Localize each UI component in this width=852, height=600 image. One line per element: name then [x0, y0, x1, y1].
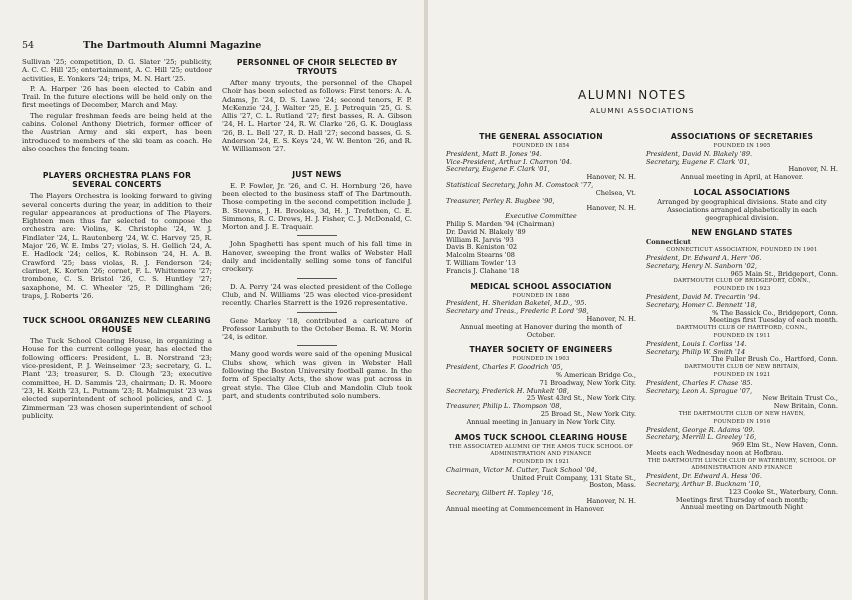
- page-number: 54: [22, 40, 35, 51]
- address-line: Boston, Mass.: [589, 481, 636, 490]
- meeting-note: Annual meeting in April, at Hanover.: [680, 173, 804, 182]
- founded-label: FOUNDED IN 1854: [512, 143, 570, 149]
- section-heading: MEDICAL SCHOOL ASSOCIATION: [470, 281, 612, 291]
- news-item: Gene Markey '18, contributed a caricature of Professor Lambuth to the October Bema. R. W. Morin '24, is editor.: [222, 316, 412, 342]
- section-heading: LOCAL ASSOCIATIONS: [693, 187, 791, 197]
- state-heading: Connecticut: [646, 238, 691, 247]
- officer-line: Secretary, Eugene F. Clark '01,: [646, 157, 750, 166]
- address-line: 123 Cooke St., Waterbury, Conn.: [728, 487, 838, 496]
- paragraph: The regular freshman feeds are being held at the cabins. Colonel Anthony Dietrich, former officer of the Austrian Army and ski expert, has been introduced to members of the ski team as coach. He also coaches the fencing team.: [22, 111, 212, 153]
- section-heading: THE GENERAL ASSOCIATION: [479, 132, 603, 141]
- officer-line: Secretary, Homer C. Bennett '18,: [646, 300, 757, 309]
- officer-line: Secretary, Eugene F. Clark '01,: [446, 165, 550, 174]
- founded-label: FOUNDED IN 1916: [713, 418, 771, 425]
- officer-line: Treasurer, Perley R. Bugbee '90,: [446, 196, 555, 205]
- officer-line: Secretary, Leon A. Sprague '07,: [646, 386, 753, 395]
- officer-line: President, H. Sheridan Baketel, M.D., '95.: [446, 299, 587, 308]
- magazine-title: The Dartmouth Alumni Magazine: [83, 40, 262, 51]
- address-line: Chelsea, Vt.: [595, 188, 636, 197]
- founded-label: FOUNDED IN 1903: [512, 356, 570, 363]
- officer-line: Vice-President, Arthur I. Charron '04.: [446, 157, 573, 166]
- committee-member: T. William Towler '13: [446, 258, 516, 267]
- section-heading: NEW ENGLAND STATES: [691, 228, 793, 238]
- associations-left-column: [446, 132, 636, 514]
- committee-member: Davis B. Keniston '02: [446, 243, 518, 252]
- founded-label: FOUNDED IN 1886: [512, 292, 570, 299]
- officer-line: Statistical Secretary, John M. Comstock '77,: [446, 180, 594, 189]
- committee-label: Executive Committee: [505, 212, 577, 221]
- club-name: DARTMOUTH CLUB OF HARTFORD, CONN.,: [676, 325, 808, 332]
- left-column: [22, 58, 212, 422]
- committee-member: Malcolm Stearns '08: [446, 251, 515, 260]
- local-note: Arranged by geographical divisions. State and city Associations arranged alphabetically in each geographical division.: [657, 197, 827, 222]
- news-item: D. A. Perry '24 was elected president of the College Club, and N. Williams '25 was elected vice-president recently. Charles Starrett is the 1926 representative.: [222, 282, 412, 308]
- club-name: DARTMOUTH CLUB OF BRIDGEPORT, CONN.,: [673, 278, 811, 285]
- address-line: New Britain Trust Co.,: [762, 394, 838, 403]
- section-heading: ASSOCIATIONS OF SECRETARIES: [670, 132, 814, 141]
- page-subtitle: ALUMNI ASSOCIATIONS: [590, 106, 695, 115]
- founded-label: FOUNDED IN 1911: [713, 332, 771, 339]
- committee-member: Dr. David N. Blakely '89: [446, 227, 526, 236]
- left-page: [0, 0, 424, 600]
- section-heading: AMOS TUCK SCHOOL CLEARING HOUSE: [454, 432, 628, 442]
- officer-line: Secretary, Henry N. Sanborn '02,: [646, 261, 758, 270]
- officer-line: President, Dr. Edward A. Hess '06.: [646, 472, 762, 481]
- meeting-note: Meets each Wednesday noon at Hofbrau.: [646, 448, 784, 457]
- officer-line: Secretary, Gilbert H. Tapley '16,: [446, 489, 554, 498]
- divider: [297, 235, 337, 236]
- address-line: 965 Main St., Bridgeport, Conn.: [730, 269, 838, 278]
- section-heading: PLAYERS ORCHESTRA PLANS FOR SEVERAL CONCERTS: [42, 171, 192, 190]
- meeting-note: Meetings first Thursday of each month;: [675, 495, 809, 504]
- founded-label: FOUNDED IN 1921: [512, 459, 570, 466]
- section-heading: THAYER SOCIETY OF ENGINEERS: [469, 345, 613, 355]
- officer-line: Treasurer, Philip L. Thompson '08,: [446, 402, 562, 411]
- committee-member: Francis J. Clahane '18: [446, 266, 520, 275]
- club-name: DARTMOUTH CLUB OF NEW BRITAIN,: [684, 364, 800, 371]
- address-line: 71 Broadway, New York City.: [539, 378, 636, 387]
- address-line: The Fuller Brush Co., Hartford, Conn.: [710, 355, 838, 364]
- associations-right-column: [646, 132, 838, 512]
- meeting-note: Annual meeting at Hanover during the month of October.: [460, 322, 622, 339]
- news-item: Many good words were said of the opening Musical Clubs show, which was given in Webster Hall following the Boston University football game. In the form of Specialty Acts, the show was put across in great style. The Glee Club and Mandolin Club took part, and students contributed solo numbers.: [222, 350, 412, 400]
- officer-line: Secretary, Philip W. Smith '14: [646, 347, 746, 356]
- club-name: THE DARTMOUTH CLUB OF NEW HAVEN,: [678, 410, 806, 417]
- meeting-note: Meetings first Tuesday of each month.: [709, 316, 838, 325]
- address-line: Hanover, N. H.: [586, 314, 636, 323]
- paragraph: The Players Orchestra is looking forward to giving several concerts during the year, in addition to their regular appearances at productions of The Players. Eighteen men thus far selected to compose the orchestra are: Violins, K. Christophe '24, W. J. Findlater '24, L. Rautenberg '24, W. C. Harvey '25, R. Major '26, W. E. Imbs '27; violas, S. H. Gellich '24, A. E. Hadlock '24; cellos, K. Robinson '24, H. A. B. Crawford '25; bass violas, R. J. Fenderson '24; clarinet, K. Korten '26; cornet, F. L. Whittemore '27; trombone, C. S. Bristol '26, C. S. Huntley '27; saxaphone, M. C. Wheeler '25, P. Dillingham '26; traps, J. Roberts '26.: [22, 192, 212, 300]
- page-title: ALUMNI NOTES: [578, 88, 687, 102]
- officer-line: Secretary and Treas., Frederic P. Lord '98,: [446, 307, 589, 316]
- divider: [297, 278, 337, 279]
- address-line: Hanover, N. H.: [788, 165, 838, 174]
- paragraph: Sullivan '25; competition, D. G. Slater '25; publicity, A. C. C. Hill '25; entertainment, A. C. Hill '25; outdoor activities, E. Yonkers '24; trips, M. N. Hart '25.: [22, 58, 212, 83]
- news-item: John Spaghetti has spent much of his fall time in Hanover, sweeping the front walks of Webster Hall daily and incidentally selling some tons of fanciful crockery.: [222, 240, 412, 274]
- address-line: % The Bassick Co., Bridgeport, Conn.: [712, 308, 838, 317]
- club-name: CONNECTICUT ASSOCIATION, FOUNDED IN 1901: [666, 247, 818, 254]
- section-heading: TUCK SCHOOL ORGANIZES NEW CLEARING HOUSE: [23, 316, 211, 335]
- divider: [297, 312, 337, 313]
- address-line: 25 Broad St., New York City.: [540, 409, 636, 418]
- committee-member: Philip S. Marden '94 (Chairman): [446, 219, 555, 228]
- officer-line: Secretary, Arthur B. Bucknam '10,: [646, 480, 761, 489]
- officer-line: President, Charles F. Goodrich '05,: [446, 363, 563, 372]
- officer-line: President, Matt B. Jones '94.: [446, 149, 542, 158]
- officer-line: President, Dr. Edward A. Herr '06.: [646, 253, 762, 262]
- address-line: 25 West 43rd St., New York City.: [526, 394, 636, 403]
- meeting-note: Annual meeting on Dartmouth Night: [680, 503, 804, 512]
- address-line: 969 Elm St., New Haven, Conn.: [731, 441, 838, 450]
- meeting-note: Annual meeting at Commencement in Hanover.: [446, 504, 605, 513]
- officer-line: President, Charles F. Chase '85.: [646, 378, 753, 387]
- paragraph: After many tryouts, the personnel of the Chapel Choir has been selected as follows: First tenors: A. A. Adams, Jr. '24, D. S. Lawe '24; second tenors, F. P. McKenzie '24, J. Walter '25, E. J. Petrequin '25, G. S. Allis '27, C. L. Rutland '27; first basses, R. A. Gibson '24, H. L. Harter '24, R. W. Clarke '26, G. K. Douglass '26, B. L. Bell '27, R. D. Hall '27; second basses, G. S. Anderson '24, E. S. Keys '24, W. W. Benton '26, and R. W. Williamson '27.: [222, 79, 412, 154]
- address-line: Hanover, N. H.: [586, 497, 636, 506]
- divider: [297, 345, 337, 346]
- officer-line: President, David N. Blakely '89.: [646, 149, 753, 158]
- club-name: THE DARTMOUTH LUNCH CLUB OF WATERBURY, SCHOOL OF ADMINISTRATION AND FINANCE: [647, 457, 837, 472]
- officer-line: President, George R. Adams '09.: [646, 425, 755, 434]
- committee-member: William R. Jarvis '93: [446, 235, 514, 244]
- news-item: E. P. Fowler, Jr. '26, and C. H. Hornburg '26, have been elected to the business staff of The Dartmouth. Those competing in the second competition include J. B. Stevens, J. H. Brookes, 3d, H. J. Trefethen, C. E. Simmons, R. C. Drews, H. J. Fisher, C. J. McDonald, C. Morton and J. E. Traquair.: [222, 181, 412, 232]
- paragraph: P. A. Harper '26 has been elected to Cabin and Trail. In the future elections will be held only on the first meetings of December, March and May.: [22, 84, 212, 110]
- officer-line: Chairman, Victor M. Cutter, Tuck School '04,: [446, 465, 597, 474]
- officer-line: Secretary, Merrill L. Greeley '16,: [646, 433, 757, 442]
- officer-line: President, David M. Trecartin '94.: [646, 292, 761, 301]
- founded-label: FOUNDED IN 1921: [713, 371, 771, 378]
- address-line: New Britain, Conn.: [773, 402, 838, 411]
- meeting-note: Annual meeting in January in New York City.: [466, 417, 616, 426]
- address-line: Hanover, N. H.: [586, 204, 636, 213]
- officer-line: Secretary, Frederick H. Munkelt '08,: [446, 386, 569, 395]
- officer-line: President, Louis I. Corliss '14.: [646, 339, 747, 348]
- association-subtitle: THE ASSOCIATED ALUMNI OF THE AMOS TUCK SCHOOL OF ADMINISTRATION AND FINANCE: [448, 443, 634, 458]
- page-header: [22, 40, 261, 51]
- section-heading: PERSONNEL OF CHOIR SELECTED BY TRYOUTS: [236, 58, 398, 76]
- right-column: [222, 58, 412, 402]
- right-page: [428, 0, 852, 600]
- founded-label: FOUNDED IN 1923: [713, 286, 771, 293]
- address-line: Hanover, N. H.: [586, 173, 636, 182]
- address-line: United Fruit Company, 131 State St.,: [511, 473, 636, 482]
- address-line: % American Bridge Co.,: [555, 370, 636, 379]
- paragraph: The Tuck School Clearing House, in organizing a House for the current college year, has elected the following officers: President, L. B. Norstrand '23; vice-president, P. J. Weinseimer '23; secretary, G. L. Plant '23; treasurer, S. D. Clough '23; executive committee, H. D. Sammis '23, chairman; D. R. Moore '23, H. Keith '23, L. Putnam '23; R. Malmquist '23 was elected superintendent of school policies, and C. J. Zimmerman '23 was chosen superintendent of school publicity.: [22, 337, 212, 420]
- section-heading: JUST NEWS: [292, 169, 342, 179]
- founded-label: FOUNDED IN 1905: [713, 143, 771, 149]
